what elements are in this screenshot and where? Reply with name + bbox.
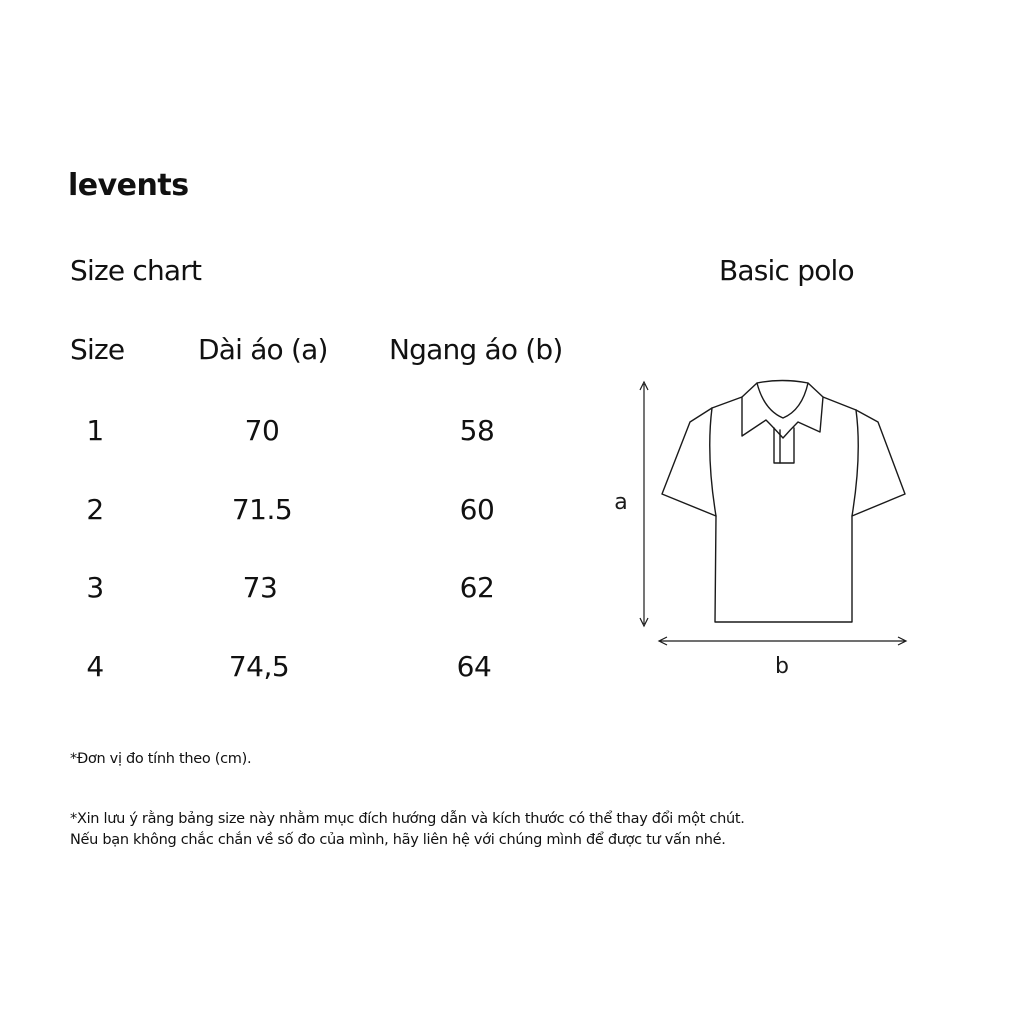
table-cell-size: 1 xyxy=(86,414,104,447)
table-cell-length: 70 xyxy=(244,414,280,447)
header-width: Ngang áo (b) xyxy=(389,333,563,366)
table-cell-width: 64 xyxy=(456,650,492,683)
header-size: Size xyxy=(70,333,125,366)
dimension-label-a: a xyxy=(614,490,628,515)
shirt-left-sleeve-seam xyxy=(710,408,716,516)
table-cell-length: 71.5 xyxy=(231,493,293,526)
table-cell-length: 74,5 xyxy=(228,650,290,683)
disclaimer-line-2: Nếu bạn không chắc chắn về số đo của mình, hãy liên hệ với chúng mình để được tư vấn nhé. xyxy=(70,832,726,848)
table-cell-width: 58 xyxy=(459,414,495,447)
page-title: Size chart xyxy=(70,254,202,287)
table-cell-length: 73 xyxy=(242,571,278,604)
shirt-right-sleeve-seam xyxy=(852,410,858,516)
product-name: Basic polo xyxy=(719,254,854,287)
table-cell-width: 62 xyxy=(459,571,495,604)
polo-shirt-diagram xyxy=(600,370,920,690)
table-cell-size: 3 xyxy=(86,571,104,604)
disclaimer-line-1: *Xin lưu ý rằng bảng size này nhằm mục đích hướng dẫn và kích thước có thể thay đổi một chút. xyxy=(70,811,745,827)
table-cell-size: 4 xyxy=(86,650,104,683)
brand-logo: levents xyxy=(68,168,189,203)
shirt-collar-outline xyxy=(742,381,823,439)
unit-note: *Đơn vị đo tính theo (cm). xyxy=(70,751,252,767)
dimension-label-b: b xyxy=(775,654,789,679)
table-cell-size: 2 xyxy=(86,493,104,526)
table-cell-width: 60 xyxy=(459,493,495,526)
header-length: Dài áo (a) xyxy=(198,333,328,366)
